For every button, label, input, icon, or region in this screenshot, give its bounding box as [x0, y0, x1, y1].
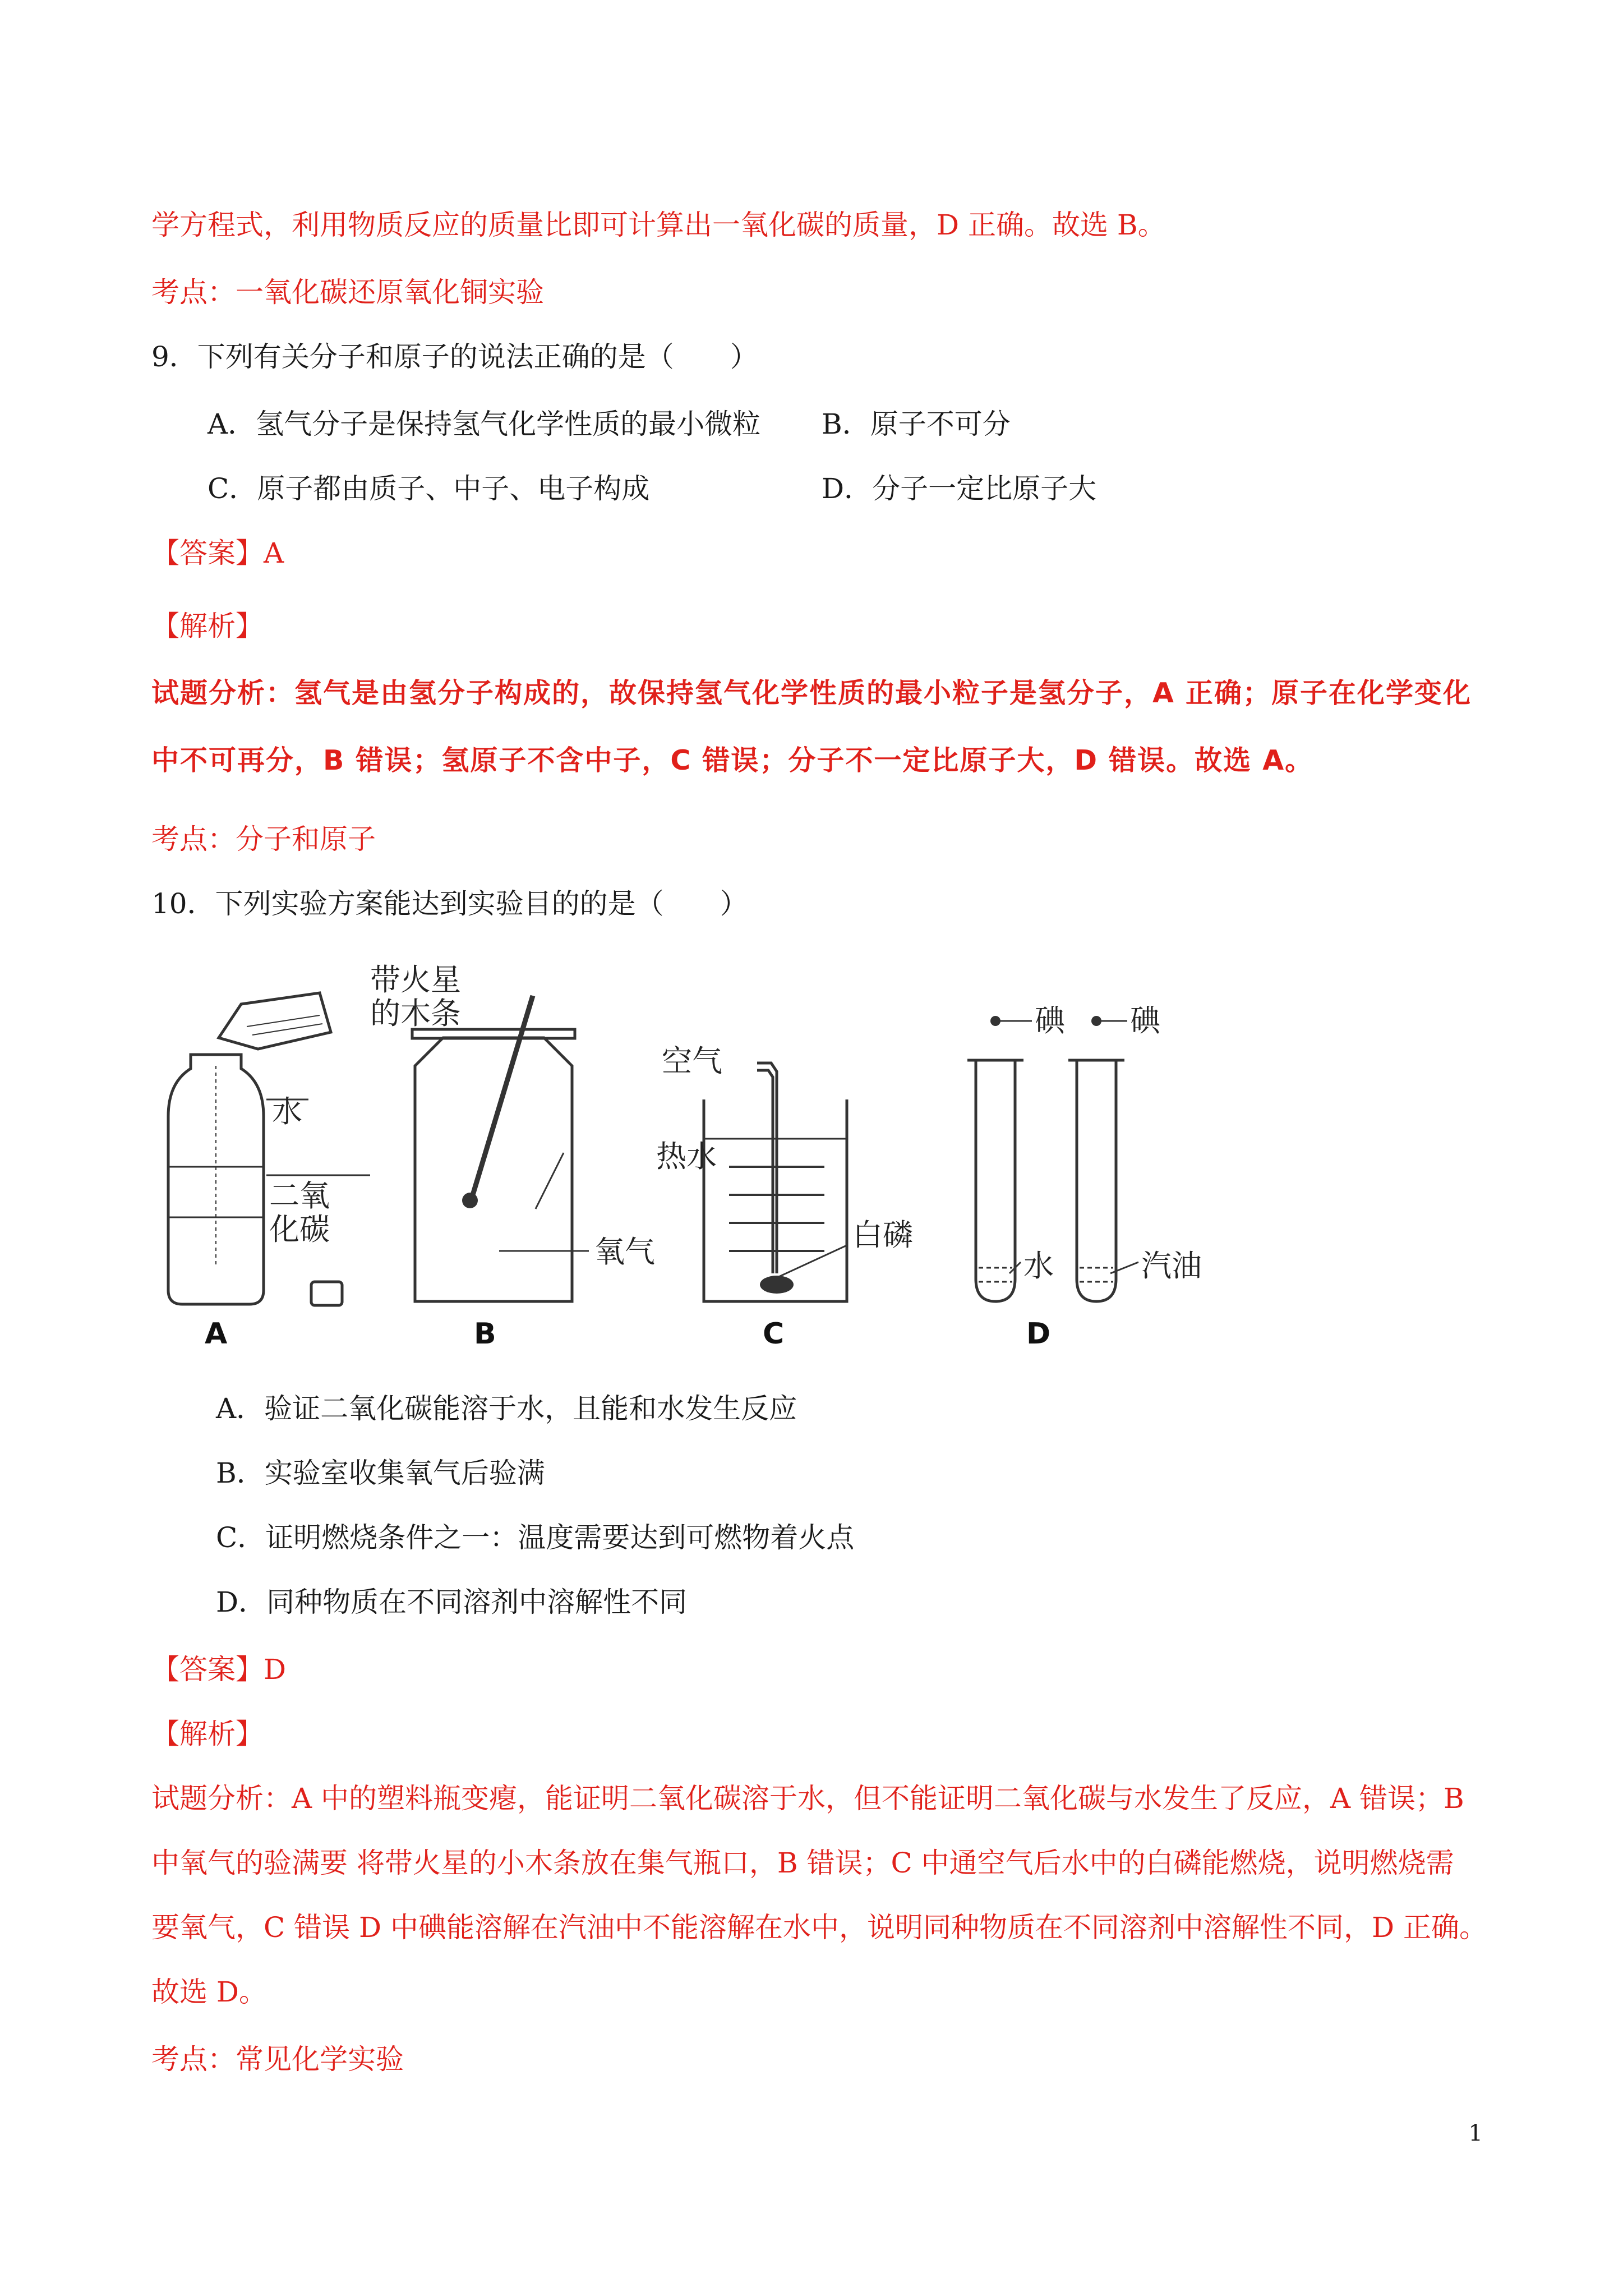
q9-answer: 【答案】A — [151, 537, 284, 569]
flame-dot — [462, 1193, 478, 1208]
plastic-bottle — [168, 1055, 264, 1304]
label-air: 空气 — [662, 1043, 722, 1079]
prev-analysis-line: 学方程式，利用物质反应的质量比即可计算出一氧化碳的质量，D 正确。故选 B。 — [151, 209, 1166, 241]
white-phosphorus — [760, 1276, 794, 1294]
label-stick-line1: 带火星 — [370, 962, 461, 997]
label-white-phosphorus: 白磷 — [852, 1217, 913, 1253]
q10-jiexi-heading: 【解析】 — [151, 1718, 264, 1750]
bottle-cap — [311, 1282, 342, 1305]
label-stick-line2: 的木条 — [370, 996, 461, 1031]
label-gasoline: 汽油 — [1141, 1248, 1202, 1283]
label-co2-line2: 化碳 — [269, 1212, 330, 1247]
label-iodine-2: 碘 — [1130, 1003, 1160, 1038]
q10-analysis-line3: 要氧气，C 错误 D 中碘能溶解在汽油中不能溶解在水中，说明同种物质在不同溶剂中溶解性不同，D 正确。 — [151, 1911, 1488, 1944]
q10-answer: 【答案】D — [151, 1653, 287, 1686]
test-tube-water — [976, 1060, 1015, 1301]
q9-analysis-line1: 试题分析：氢气是由氢分子构成的，故保持氢气化学性质的最小粒子是氢分子，A 正确；原子在化学变化 — [151, 677, 1472, 709]
q10-option-b: B．实验室收集氧气后验满 — [216, 1457, 545, 1489]
q10-analysis-line1: 试题分析：A 中的塑料瓶变瘪，能证明二氧化碳溶于水，但不能证明二氧化碳与水发生了反应，A 错误；B — [151, 1782, 1464, 1815]
label-water-a: 水 — [272, 1094, 302, 1129]
q9-option-d: D．分子一定比原子大 — [822, 472, 1097, 505]
prev-kaodian: 考点：一氧化碳还原氧化铜实验 — [151, 276, 544, 309]
q10-option-a: A．验证二氧化碳能溶于水，且能和水发生反应 — [216, 1392, 797, 1425]
figure-label-d: D — [1026, 1317, 1051, 1346]
figure-label-b: B — [474, 1317, 496, 1346]
figure-label-a: A — [205, 1317, 228, 1346]
q9-analysis-line2: 中不可再分，B 错误；氢原子不含中子，C 错误；分子不一定比原子大，D 错误。故选 A。 — [151, 744, 1314, 776]
q10-kaodian: 考点：常见化学实验 — [151, 2043, 404, 2076]
q10-option-d: D．同种物质在不同溶剂中溶解性不同 — [216, 1586, 688, 1618]
q10-analysis-line2: 中氧气的验满要 将带火星的小木条放在集气瓶口，B 错误；C 中通空气后水中的白磷能燃烧，说明燃烧需 — [151, 1847, 1454, 1879]
label-iodine-1: 碘 — [1035, 1003, 1065, 1038]
q10-experiment-figure — [151, 954, 1217, 1346]
pouring-beaker — [219, 993, 331, 1049]
q9-option-a: A．氢气分子是保持氢气化学性质的最小微粒 — [208, 408, 761, 440]
q9-option-b: B．原子不可分 — [822, 408, 1011, 440]
label-hot-water: 热水 — [656, 1139, 717, 1174]
q9-option-c: C．原子都由质子、中子、电子构成 — [208, 472, 650, 505]
gas-jar — [415, 1038, 572, 1301]
q9-jiexi-heading: 【解析】 — [151, 610, 264, 642]
wooden-stick — [471, 996, 533, 1200]
figure-label-c: C — [763, 1317, 785, 1346]
label-oxygen: 氧气 — [594, 1234, 655, 1269]
q10-stem: 10．下列实验方案能达到实验目的的是（ ） — [151, 887, 748, 920]
q9-stem: 9．下列有关分子和原子的说法正确的是（ ） — [151, 341, 758, 373]
q10-analysis-line4: 故选 D。 — [151, 1976, 267, 2008]
test-tube-gasoline — [1077, 1060, 1116, 1301]
page-number: 1 — [1468, 2120, 1483, 2146]
label-co2-line1: 二氧 — [269, 1178, 330, 1213]
q9-kaodian: 考点：分子和原子 — [151, 823, 376, 855]
q10-option-c: C．证明燃烧条件之一：温度需要达到可燃物着火点 — [216, 1521, 855, 1554]
label-tube-water: 水 — [1023, 1248, 1054, 1283]
